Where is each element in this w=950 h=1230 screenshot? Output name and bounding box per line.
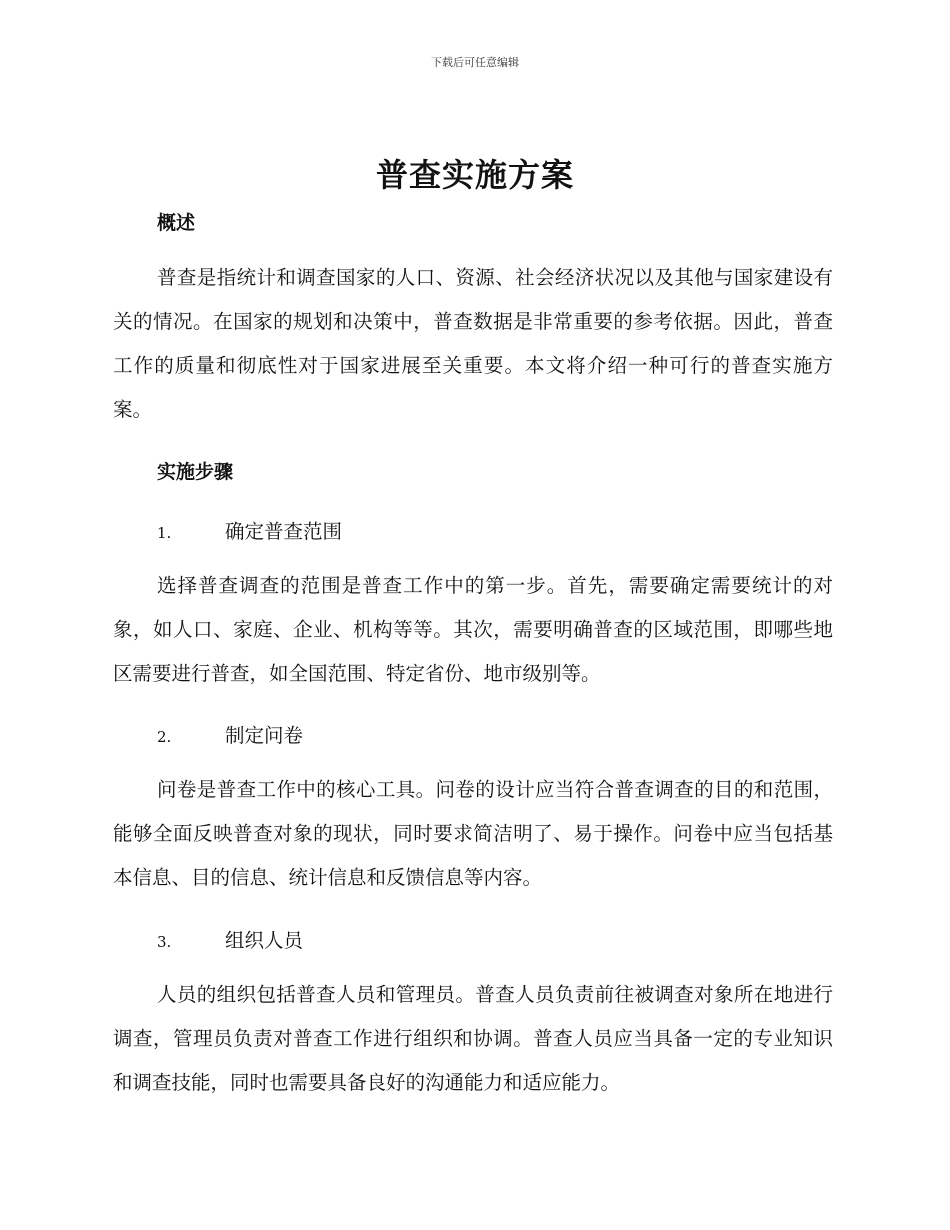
paragraph-overview: 普查是指统计和调查国家的人口、资源、社会经济状况以及其他与国家建设有关的情况。在国家的规划和决策中，普查数据是非常重要的参考依据。因此，普查工作的质量和彻底性对于国家进展至关重要。本文将介绍一种可行的普查实施方案。 [113,266,833,421]
step-number: 1. [157,524,172,542]
step-number: 3. [157,933,172,951]
paragraph-step-3: 人员的组织包括普查人员和管理员。普查人员负责前往被调查对象所在地进行调查，管理员负责对普查工作进行组织和协调。普查人员应当具备一定的专业知识和调查技能，同时也需要具备良好的沟通能力和适应能力。 [113,983,833,1094]
step-heading-2 [157,720,303,748]
header-note: 下载后可任意编辑 [431,56,519,69]
document-title: 普查实施方案 [375,156,574,194]
step-title: 组织人员 [225,929,304,952]
section-heading-steps: 实施步骤 [157,461,234,483]
step-heading-1 [157,516,342,544]
paragraph-step-2: 问卷是普查工作中的核心工具。问卷的设计应当符合普查调查的目的和范围，能够全面反映普查对象的现状，同时要求简洁明了、易于操作。问卷中应当包括基本信息、目的信息、统计信息和反馈信息等内容。 [113,778,833,889]
step-title: 制定问卷 [225,724,304,747]
paragraph-step-1: 选择普查调查的范围是普查工作中的第一步。首先，需要确定需要统计的对象，如人口、家庭、企业、机构等等。其次，需要明确普查的区域范围，即哪些地区需要进行普查，如全国范围、特定省份、地市级别等。 [113,574,833,685]
section-heading-overview: 概述 [157,212,196,234]
step-number: 2. [157,728,172,746]
step-title: 确定普查范围 [225,520,343,543]
step-heading-3 [157,925,303,953]
